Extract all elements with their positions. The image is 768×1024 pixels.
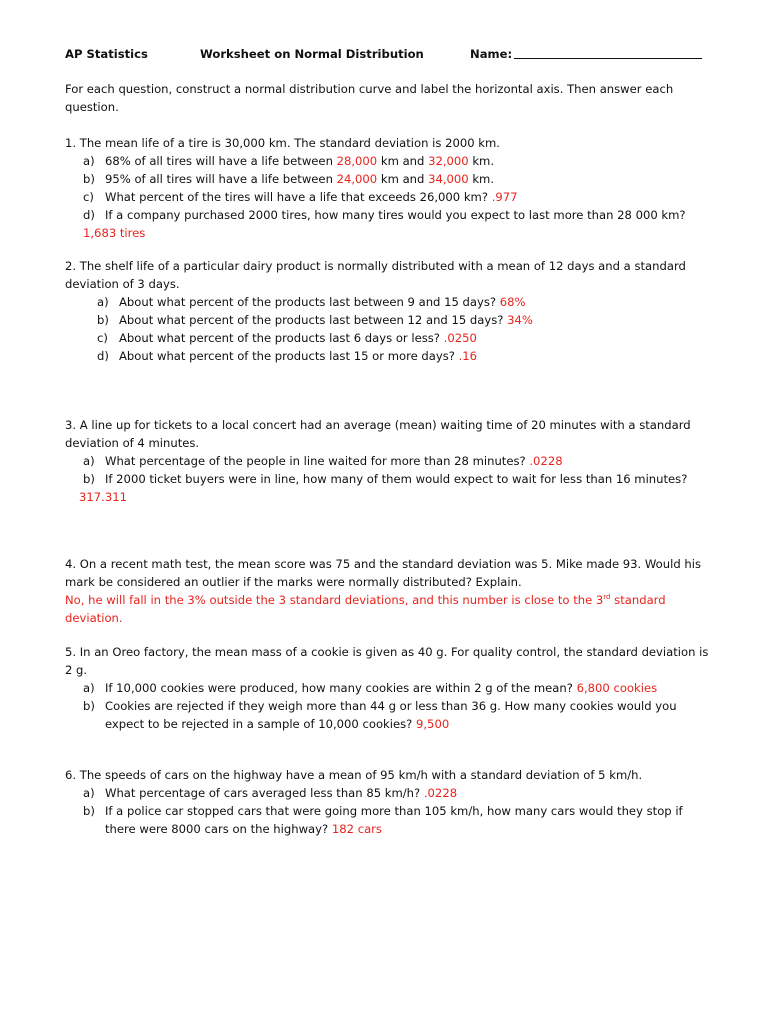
worksheet-title: Worksheet on Normal Distribution bbox=[200, 47, 424, 61]
answer: 9,500 bbox=[416, 717, 450, 731]
item-label: b) bbox=[97, 313, 109, 327]
question-text: If 2000 ticket buyers were in line, how many of them would expect to wait for less than 16 minutes? bbox=[105, 472, 688, 486]
question-6a bbox=[83, 784, 715, 802]
question-4-stem: 4. On a recent math test, the mean score was 75 and the standard deviation was 5. Mike made 93. Would his mark be considered an outlier if the marks were normally distributed? Explain. bbox=[65, 557, 701, 589]
instructions bbox=[65, 80, 715, 116]
answer: .977 bbox=[491, 190, 518, 204]
answer: .0228 bbox=[529, 454, 563, 468]
answer: .0250 bbox=[443, 331, 477, 345]
answer: .0228 bbox=[423, 786, 458, 800]
answer: .16 bbox=[458, 349, 478, 363]
answer-text: No, he will fall in the 3% outside the 3 standard deviations, and this number is close to the 3 bbox=[65, 593, 604, 607]
answer: 34% bbox=[507, 313, 533, 327]
question-text: About what percent of the products last 6 days or less? bbox=[119, 331, 444, 345]
item-label: b) bbox=[83, 472, 95, 486]
ordinal-suffix: rd bbox=[603, 593, 611, 601]
question-text: If 10,000 cookies were produced, how many cookies are within 2 g of the mean? bbox=[105, 681, 577, 695]
question-text: km. bbox=[468, 172, 495, 186]
item-label: b) bbox=[83, 804, 95, 818]
question-text: About what percent of the products last between 12 and 15 days? bbox=[119, 313, 508, 327]
question-1b bbox=[83, 170, 715, 188]
question-6b bbox=[83, 802, 715, 838]
question-3a bbox=[83, 452, 715, 470]
question-text: What percent of the tires will have a life that exceeds 26,000 km? bbox=[105, 190, 492, 204]
item-label: a) bbox=[83, 154, 95, 168]
question-2b bbox=[97, 311, 715, 329]
answer: 24,000 bbox=[336, 172, 378, 186]
question-text: What percentage of the people in line waited for more than 28 minutes? bbox=[105, 454, 530, 468]
answer: 32,000 bbox=[428, 154, 469, 168]
question-1-stem: 1. The mean life of a tire is 30,000 km. The standard deviation is 2000 km. bbox=[65, 136, 500, 150]
question-text: km and bbox=[377, 154, 429, 168]
answer: 1,683 tires bbox=[83, 226, 146, 240]
answer: 317.311 bbox=[79, 490, 127, 504]
question-1a bbox=[83, 152, 715, 170]
question-5 bbox=[65, 643, 715, 733]
item-label: d) bbox=[97, 349, 109, 363]
question-1d bbox=[83, 206, 715, 224]
answer: 68% bbox=[499, 295, 526, 309]
question-text: About what percent of the products last 15 or more days? bbox=[119, 349, 459, 363]
question-text: If a police car stopped cars that were going more than 105 km/h, how many cars would they stop if there were 8000 cars on the highway? bbox=[105, 804, 683, 836]
question-text: About what percent of the products last between 9 and 15 days? bbox=[119, 295, 500, 309]
instructions-text: For each question, construct a normal distribution curve and label the horizontal axis. Then answer each question. bbox=[65, 82, 674, 114]
name-label: Name: bbox=[470, 47, 513, 61]
question-5-stem: 5. In an Oreo factory, the mean mass of a cookie is given as 40 g. For quality control, the standard deviation is 2 g. bbox=[65, 645, 709, 677]
question-text: 68% of all tires will have a life between bbox=[105, 154, 337, 168]
item-label: b) bbox=[83, 699, 95, 713]
question-3-stem: 3. A line up for tickets to a local concert had an average (mean) waiting time of 20 minutes with a standard deviation of 4 minutes. bbox=[65, 418, 691, 450]
item-label: c) bbox=[83, 190, 94, 204]
question-3 bbox=[65, 416, 715, 506]
course-title: AP Statistics bbox=[65, 47, 148, 61]
question-2c bbox=[97, 329, 715, 347]
item-label: c) bbox=[97, 331, 108, 345]
item-label: a) bbox=[83, 454, 95, 468]
name-field[interactable] bbox=[470, 45, 702, 63]
question-6 bbox=[65, 766, 715, 838]
question-text: If a company purchased 2000 tires, how many tires would you expect to last more than 28 000 km? bbox=[105, 208, 686, 222]
question-2a bbox=[97, 293, 715, 311]
question-text: 95% of all tires will have a life between bbox=[105, 172, 337, 186]
question-text: What percentage of cars averaged less than 85 km/h? bbox=[105, 786, 424, 800]
item-label: a) bbox=[83, 681, 95, 695]
question-text: km. bbox=[468, 154, 495, 168]
question-text: Cookies are rejected if they weigh more than 44 g or less than 36 g. How many cookies would you expect to be rejected in a sample of 10,000 cookies? bbox=[105, 699, 677, 731]
question-1c bbox=[83, 188, 715, 206]
answer: 28,000 bbox=[336, 154, 378, 168]
question-text: km and bbox=[377, 172, 429, 186]
question-2 bbox=[65, 257, 715, 365]
question-4 bbox=[65, 555, 715, 627]
answer-text: standard deviation. bbox=[65, 593, 666, 625]
name-blank-line[interactable] bbox=[514, 46, 702, 59]
answer: 182 cars bbox=[331, 822, 382, 836]
question-1 bbox=[65, 134, 715, 242]
question-5a bbox=[83, 679, 715, 697]
answer bbox=[65, 591, 715, 627]
question-2-stem: 2. The shelf life of a particular dairy product is normally distributed with a mean of 12 days and a standard deviation of 3 days. bbox=[65, 259, 686, 291]
item-label: a) bbox=[97, 295, 109, 309]
question-2d bbox=[97, 347, 715, 365]
answer: 34,000 bbox=[428, 172, 469, 186]
question-5b bbox=[83, 697, 715, 733]
item-label: a) bbox=[83, 786, 95, 800]
item-label: d) bbox=[83, 208, 95, 222]
question-3b bbox=[83, 470, 715, 488]
answer: 6,800 cookies bbox=[576, 681, 658, 695]
item-label: b) bbox=[83, 172, 95, 186]
question-6-stem: 6. The speeds of cars on the highway have a mean of 95 km/h with a standard deviation of 5 km/h. bbox=[65, 768, 643, 782]
